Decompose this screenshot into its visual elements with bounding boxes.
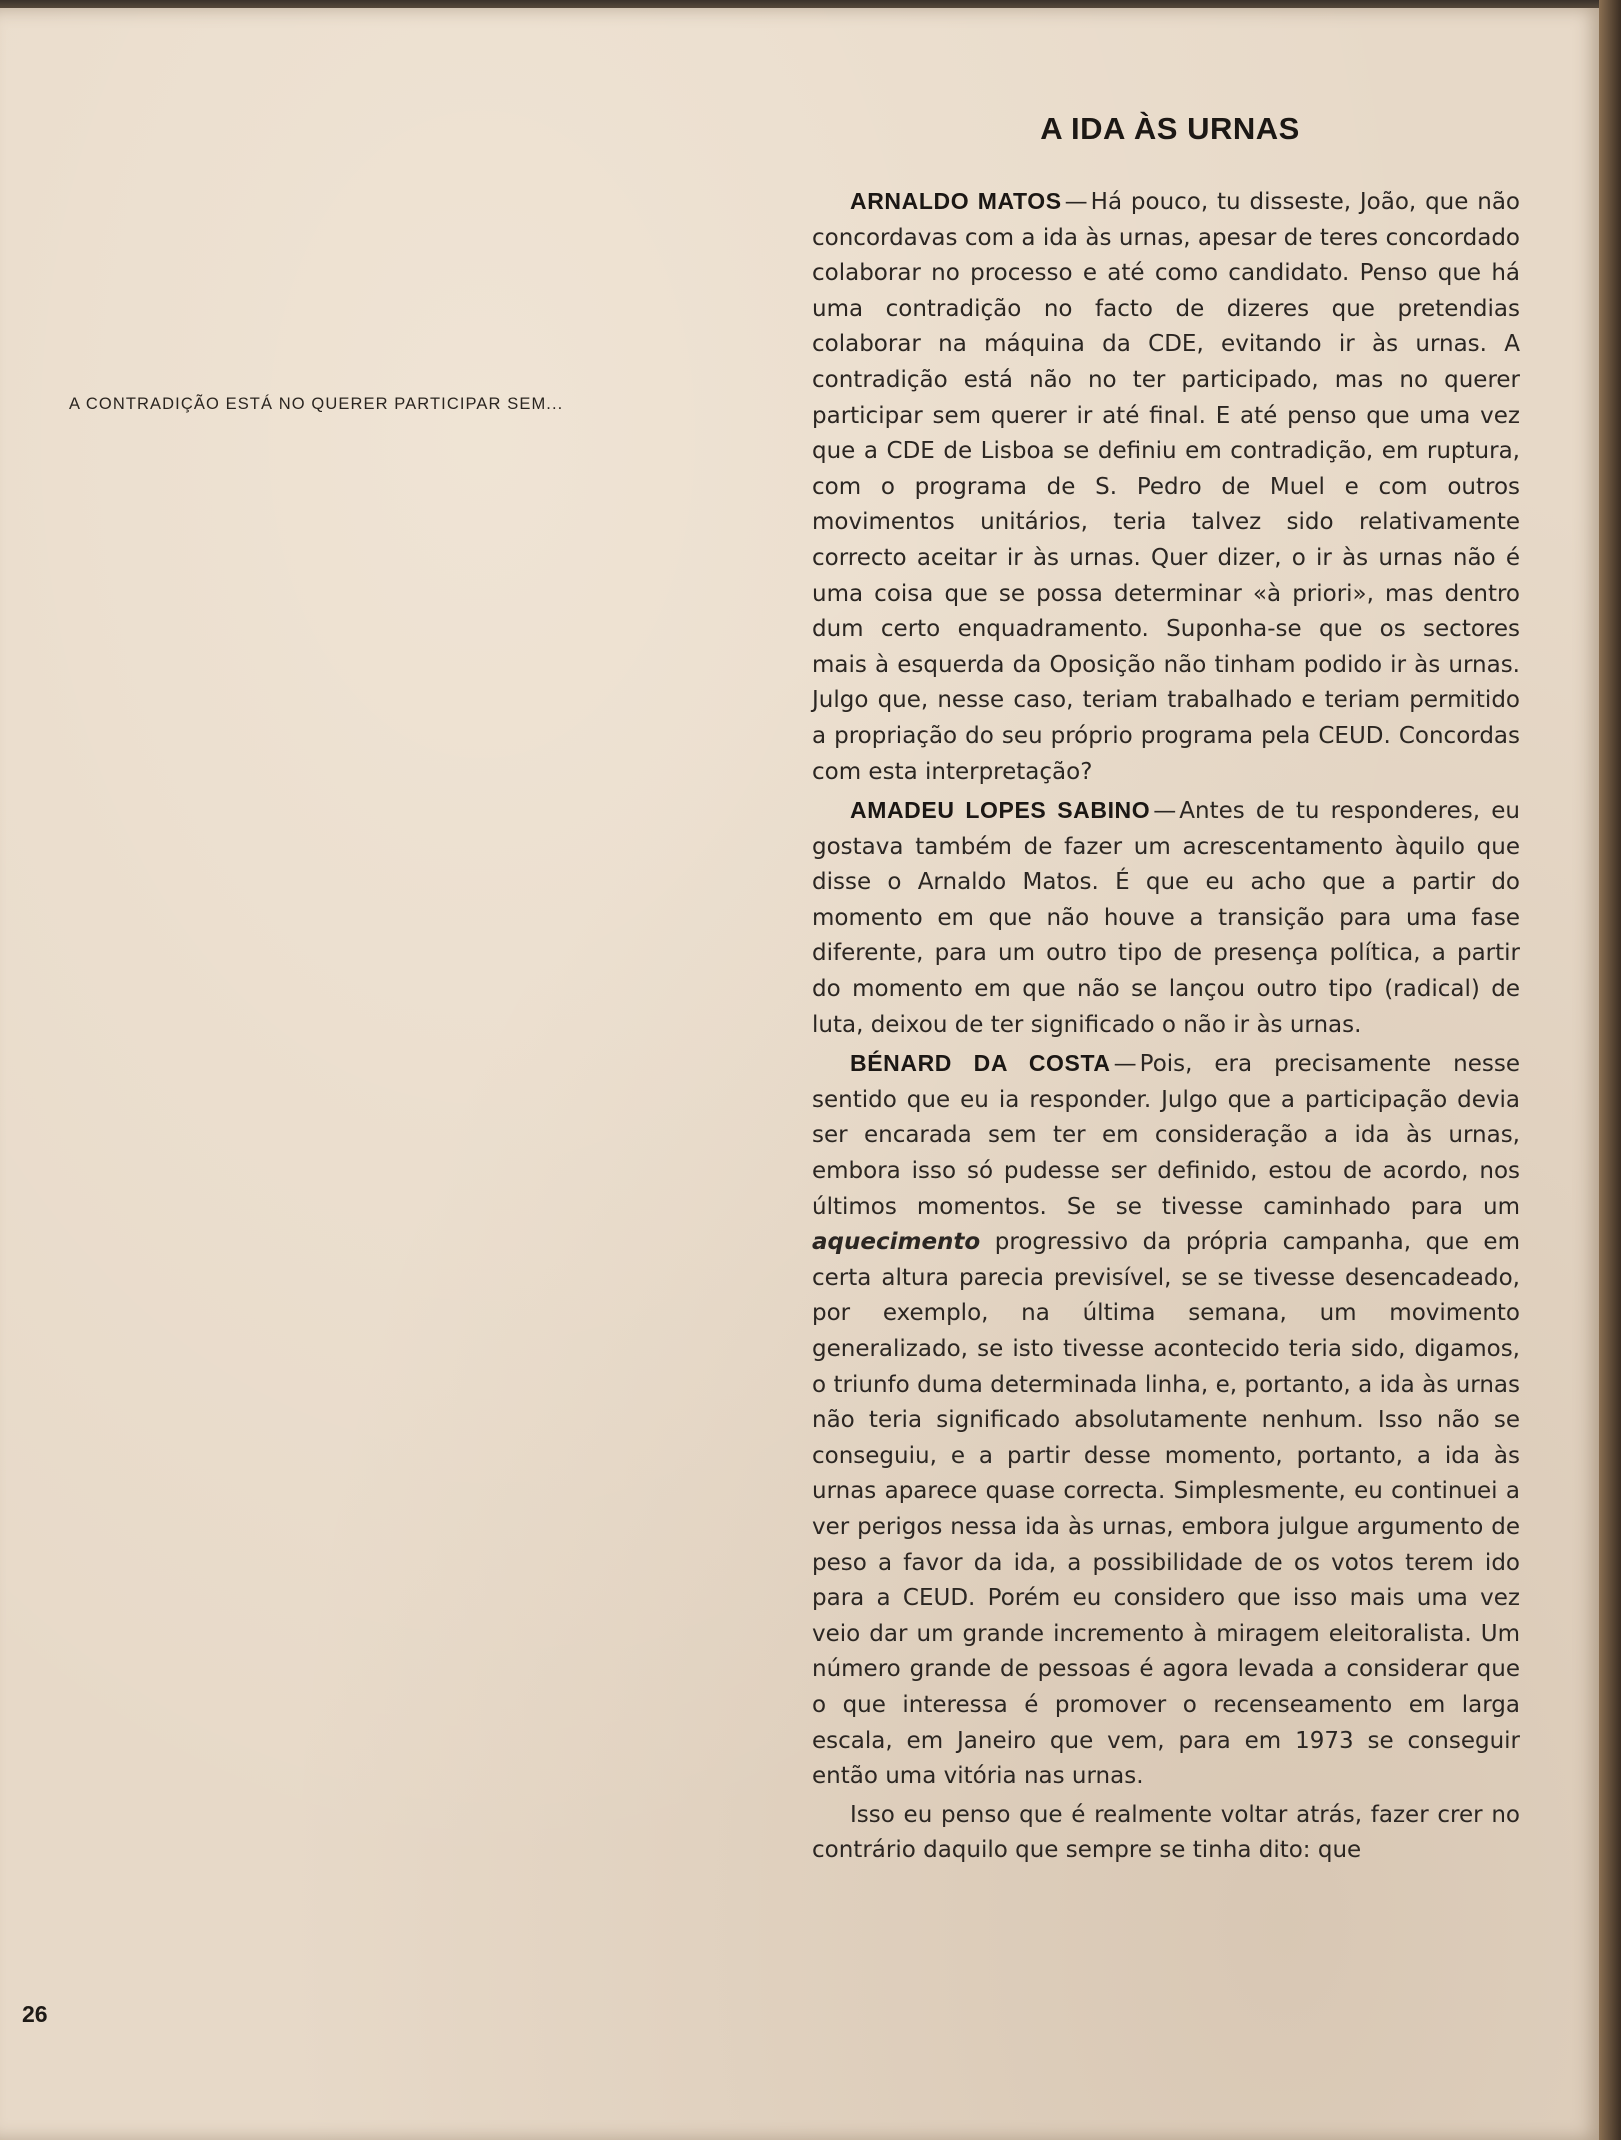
paragraph-benard-da-costa <box>812 1046 1520 1794</box>
speaker-name: BÉNARD DA COSTA <box>850 1050 1111 1077</box>
scan-right-edge <box>1599 0 1621 2140</box>
emphasized-word: aquecimento <box>812 1229 981 1256</box>
em-dash: — <box>1153 798 1177 825</box>
paragraph-text: progressivo da própria campanha, que em certa altura parecia previsível, se se tivesse desencadeado, por exemplo, na última semana, um movimento generalizado, se isto tivesse acontecido teria sido, digamos, o triunfo duma determinada linha, e, portanto, a ida às urnas não teria significado absolutamente nenhum. Isso não se conseguiu, e a partir desse momento, portanto, a ida às urnas aparece quase correcta. Simplesmente, eu continuei a ver perigos nessa ida às urnas, embora julgue argumento de peso a favor da ida, a possibilidade de os votos terem ido para a CEUD. Porém eu considero que isso mais uma vez veio dar um grande incremento à miragem eleitoralista. Um número grande de pessoas é agora levada a considerar que o que interessa é promover o recenseamento em larga escala, em Janeiro que vem, para em 1973 se conseguir então uma vitória nas urnas. <box>812 1229 1520 1790</box>
paragraph-text: Isso eu penso que é realmente voltar atrás, fazer crer no contrário daquilo que sempre se tinha dito: que <box>812 1801 1520 1864</box>
speaker-name: ARNALDO MATOS <box>850 188 1062 214</box>
em-dash: — <box>1064 189 1088 215</box>
paragraph-text: Há pouco, tu disseste, João, que não concordavas com a ida às urnas, apesar de teres concordado colaborar no processo e até como candidato. Penso que há uma contradição no facto de dizeres que pretendias colaborar na máquina da CDE, evitando ir às urnas. A contradição está não no ter participado, mas no querer participar sem querer ir até final. E até penso que uma vez que a CDE de Lisboa se definiu em contradição, em ruptura, com o programa de S. Pedro de Muel e com outros movimentos unitários, teria talvez sido relativamente correcto aceitar ir às urnas. Quer dizer, o ir às urnas não é uma coisa que se possa determinar «à priori», mas dentro dum certo enquadramento. Suponha-se que os sectores mais à esquerda da Oposição não tinham podido ir às urnas. Julgo que, nesse caso, teriam trabalhado e teriam permitido a propriação do seu próprio programa pela CEUD. Concordas com esta interpretação? <box>812 189 1520 785</box>
magazine-page <box>0 8 1606 2140</box>
em-dash: — <box>1113 1051 1137 1078</box>
article-title: A IDA ÀS URNAS <box>1040 111 1300 146</box>
paragraph-text: Pois, era precisamente nesse sentido que eu ia responder. Julgo que a participação devia ser encarada sem ter em consideração a ida às urnas, embora isso só pudesse ser definido, estou de acordo, nos últimos momentos. Se se tivesse caminhado para um <box>812 1051 1520 1220</box>
article-body <box>812 184 1520 1869</box>
paragraph-arnaldo-matos <box>812 184 1520 790</box>
paragraph-amadeu-lopes-sabino <box>812 793 1520 1043</box>
paragraph-continuation <box>812 1798 1520 1869</box>
page-number: 26 <box>22 2001 48 2027</box>
paragraph-text: Antes de tu responderes, eu gostava também de fazer um acrescentamento àquilo que disse o Arnaldo Matos. É que eu acho que a partir do momento em que não houve a transição para uma fase diferente, para um outro tipo de presença política, a partir do momento em que não se lançou outro tipo (radical) de luta, deixou de ter significado o não ir às urnas. <box>812 798 1520 1038</box>
pull-quote: A CONTRADIÇÃO ESTÁ NO QUERER PARTICIPAR SEM... <box>69 395 564 413</box>
speaker-name: AMADEU LOPES SABINO <box>850 797 1151 824</box>
